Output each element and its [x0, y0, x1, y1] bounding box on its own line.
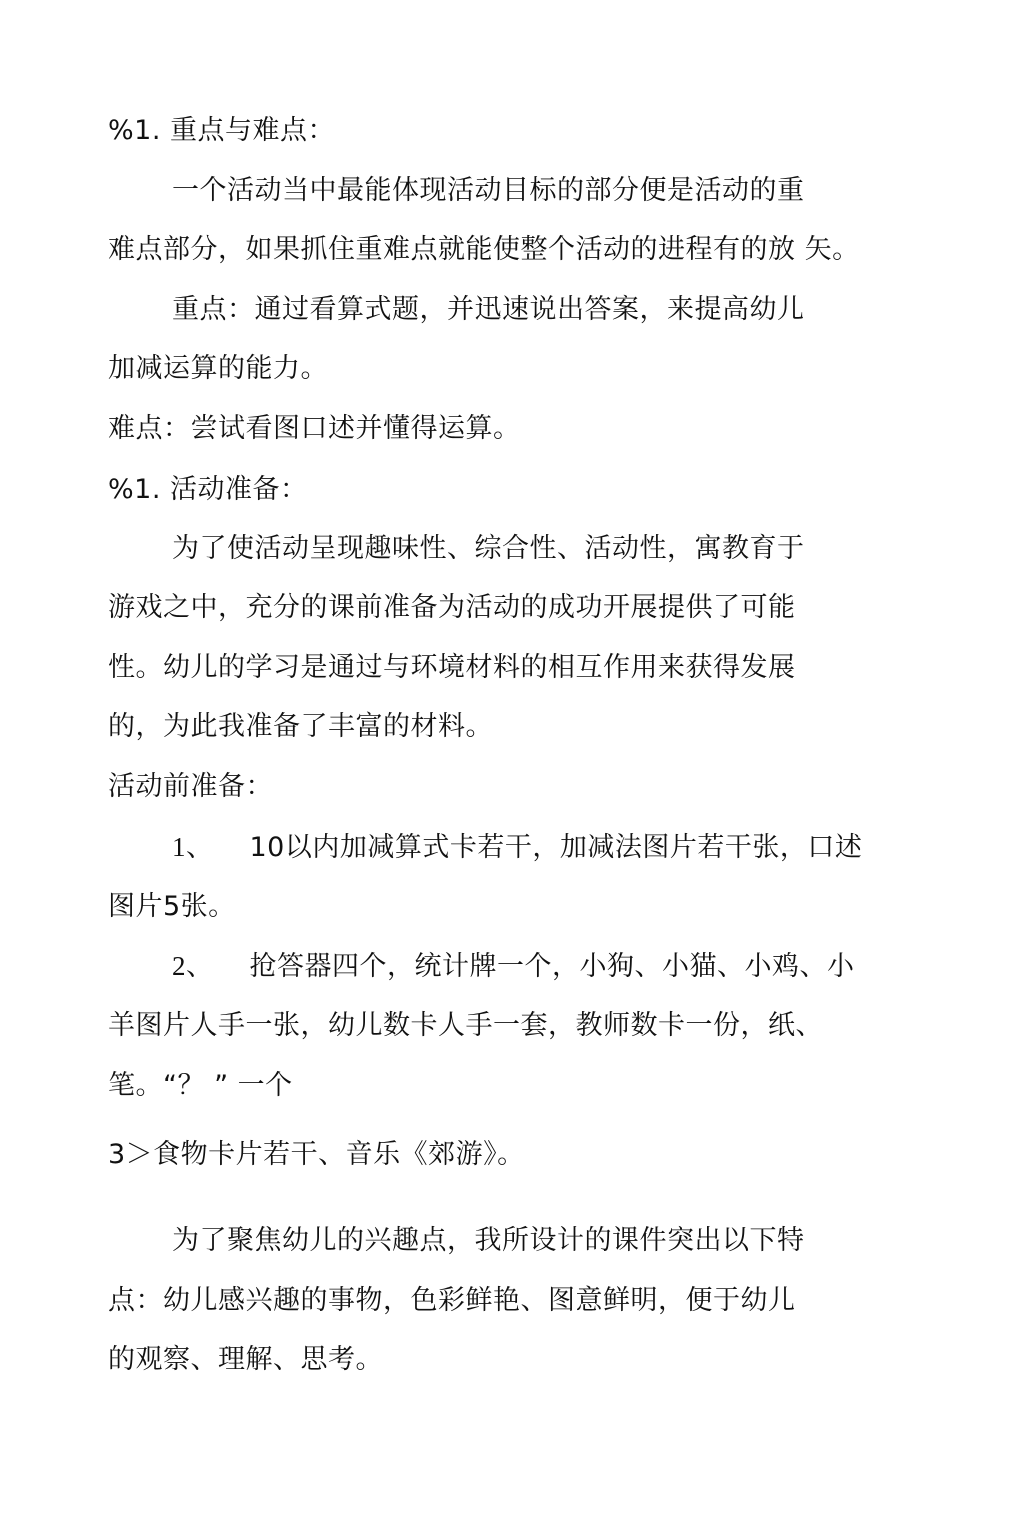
paragraph-line: 点：幼儿感兴趣的事物，色彩鲜艳、图意鲜明，便于幼儿 — [108, 1285, 796, 1316]
prep-item-2 — [172, 948, 855, 985]
subheading-pre-activity: 活动前准备： — [108, 771, 273, 802]
prep-item-number: 2、 — [172, 951, 214, 981]
prep-item-3: 3＞食物卡片若干、音乐《郊游》。 — [108, 1139, 525, 1170]
paragraph-line: 性。幼儿的学习是通过与环境材料的相互作用来获得发展 — [108, 652, 796, 683]
paragraph-line: 的观察、理解、思考。 — [108, 1344, 383, 1375]
paragraph-line: 难点部分，如果抓住重难点就能使整个活动的进程有的放 矢。 — [108, 234, 860, 265]
paragraph-line: 笔。“？ ” 一个 — [108, 1070, 293, 1101]
section-heading-key-points: %1. 重点与难点： — [108, 115, 335, 146]
paragraph-line: 为了使活动呈现趣味性、综合性、活动性，寓教育于 — [172, 533, 805, 564]
paragraph-line: 为了聚焦幼儿的兴趣点，我所设计的课件突出以下特 — [172, 1225, 805, 1256]
prep-item-1 — [172, 829, 862, 866]
prep-item-number: 1、 — [172, 832, 214, 862]
paragraph-line: 一个活动当中最能体现活动目标的部分便是活动的重 — [172, 175, 805, 206]
paragraph-line: 图片5张。 — [108, 891, 236, 922]
paragraph-line: 游戏之中，充分的课前准备为活动的成功开展提供了可能 — [108, 592, 796, 623]
paragraph-line: 羊图片人手一张，幼儿数卡人手一套，教师数卡一份，纸、 — [108, 1010, 823, 1041]
paragraph-line: 难点：尝试看图口述并懂得运算。 — [108, 413, 521, 444]
prep-item-text: 抢答器四个，统计牌一个，小狗、小猫、小鸡、小 — [249, 951, 855, 982]
paragraph-line: 重点：通过看算式题，并迅速说出答案，来提高幼儿 — [172, 294, 805, 325]
section-heading-preparation: %1. 活动准备： — [108, 474, 308, 505]
prep-item-text: 10以内加减算式卡若干，加减法图片若干张，口述 — [249, 832, 863, 863]
paragraph-line: 的，为此我准备了丰富的材料。 — [108, 711, 493, 742]
paragraph-line: 加减运算的能力。 — [108, 353, 328, 384]
